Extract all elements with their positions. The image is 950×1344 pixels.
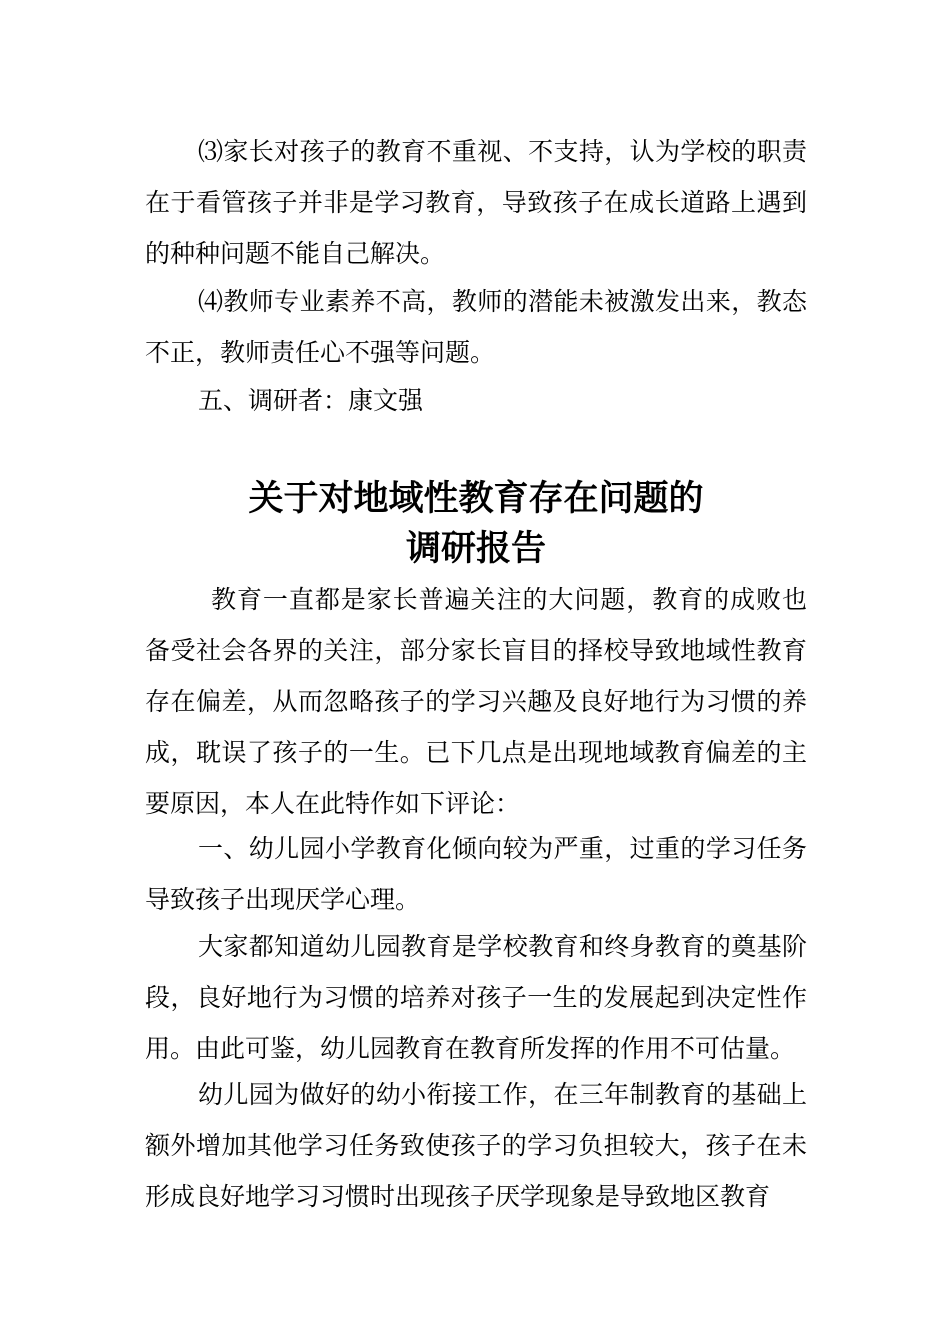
report-title-line-1: 关于对地域性教育存在问题的 <box>248 478 704 519</box>
body-paragraph-2: 幼儿园为做好的幼小衔接工作，在三年制教育的基础上额外增加其他学习任务致使孩子的学习负担较大，孩子在未形成良好地学习习惯时出现孩子厌学现象是导致地区教育 <box>145 1080 807 1211</box>
item-3-paragraph: ⑶家长对孩子的教育不重视、不支持，认为学校的职责在于看管孩子并非是学习教育，导致孩子在成长道路上遇到的种种问题不能自己解决。 <box>145 137 807 268</box>
body-paragraph-1: 大家都知道幼儿园教育是学校教育和终身教育的奠基阶段，良好地行为习惯的培养对孩子一生的发展起到决定性作用。由此可鉴，幼儿园教育在教育所发挥的作用不可估量。 <box>145 932 807 1063</box>
researcher-line: 五、调研者：康文强 <box>198 386 424 415</box>
section-1-heading: 一、幼儿园小学教育化倾向较为严重，过重的学习任务导致孩子出现厌学心理。 <box>145 834 807 914</box>
item-4-paragraph: ⑷教师专业素养不高，教师的潜能未被激发出来，教态不正，教师责任心不强等问题。 <box>145 287 807 367</box>
report-title-line-2: 调研报告 <box>405 528 546 569</box>
intro-paragraph: 教育一直都是家长普遍关注的大问题，教育的成败也备受社会各界的关注，部分家长盲目的择校导致地域性教育存在偏差，从而忽略孩子的学习兴趣及良好地行为习惯的养成，耽误了孩子的一生。已下几点是出现地域教育偏差的主要原因，本人在此特作如下评论： <box>145 585 807 818</box>
